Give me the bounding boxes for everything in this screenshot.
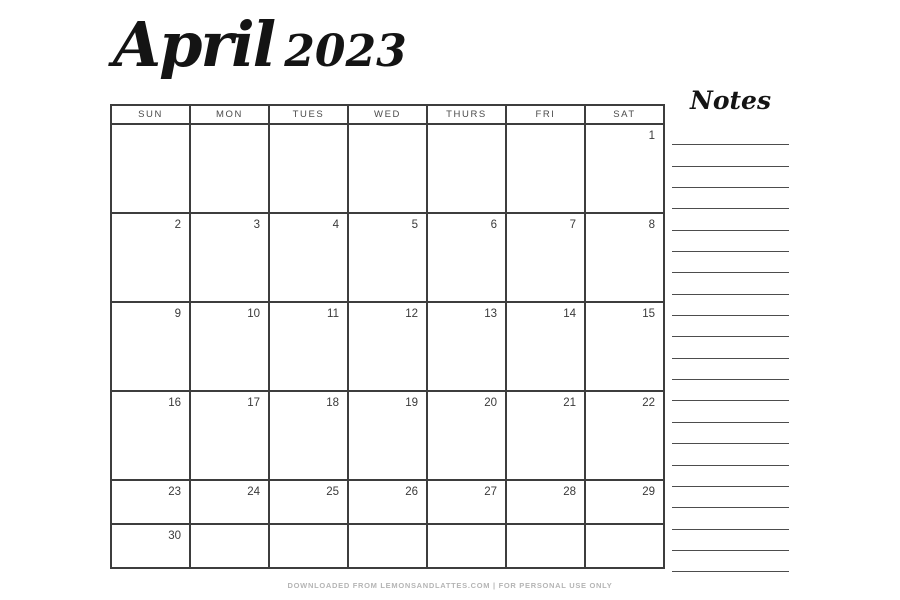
- calendar-week-row: [111, 213, 664, 302]
- page-title: [113, 8, 407, 81]
- calendar-day-cell-empty: [348, 124, 427, 213]
- calendar-day-cell-22: 22: [585, 391, 664, 480]
- calendar-day-cell-20: 20: [427, 391, 506, 480]
- day-header-tues: TUES: [269, 105, 348, 124]
- note-line: [672, 145, 789, 166]
- calendar-day-cell-6: 6: [427, 213, 506, 302]
- note-line: [672, 487, 789, 508]
- calendar-day-cell-3: 3: [190, 213, 269, 302]
- notes-lines: [672, 124, 789, 572]
- calendar-day-cell-9: 9: [111, 302, 190, 391]
- calendar-day-cell-empty: [269, 524, 348, 568]
- calendar-day-cell-empty: [427, 524, 506, 568]
- calendar-day-cell-25: 25: [269, 480, 348, 524]
- note-line: [672, 209, 789, 230]
- calendar-day-cell-26: 26: [348, 480, 427, 524]
- calendar-day-cell-10: 10: [190, 302, 269, 391]
- day-header-row: [111, 105, 664, 124]
- note-line: [672, 295, 789, 316]
- day-header-fri: FRI: [506, 105, 585, 124]
- calendar-day-cell-1: 1: [585, 124, 664, 213]
- calendar-day-cell-empty: [506, 524, 585, 568]
- note-line: [672, 423, 789, 444]
- calendar-grid: [110, 104, 665, 569]
- notes-section: [672, 86, 789, 572]
- calendar-week-row: [111, 524, 664, 568]
- calendar-day-cell-8: 8: [585, 213, 664, 302]
- calendar-day-cell-28: 28: [506, 480, 585, 524]
- calendar-day-cell-11: 11: [269, 302, 348, 391]
- calendar-day-cell-24: 24: [190, 480, 269, 524]
- calendar-day-cell-17: 17: [190, 391, 269, 480]
- calendar-day-cell-27: 27: [427, 480, 506, 524]
- calendar-day-cell-empty: [190, 124, 269, 213]
- calendar-day-cell-empty: [111, 124, 190, 213]
- note-line: [672, 188, 789, 209]
- calendar-day-cell-14: 14: [506, 302, 585, 391]
- note-line: [672, 444, 789, 465]
- day-header-sat: SAT: [585, 105, 664, 124]
- calendar-week-row: [111, 302, 664, 391]
- calendar-day-cell-7: 7: [506, 213, 585, 302]
- calendar-day-cell-29: 29: [585, 480, 664, 524]
- calendar-day-cell-empty: [190, 524, 269, 568]
- note-line: [672, 231, 789, 252]
- calendar-day-cell-empty: [348, 524, 427, 568]
- calendar-day-cell-13: 13: [427, 302, 506, 391]
- day-header-wed: WED: [348, 105, 427, 124]
- calendar-day-cell-empty: [427, 124, 506, 213]
- calendar-day-cell-23: 23: [111, 480, 190, 524]
- calendar-day-cell-12: 12: [348, 302, 427, 391]
- calendar-day-cell-21: 21: [506, 391, 585, 480]
- calendar-day-cell-30: 30: [111, 524, 190, 568]
- note-line: [672, 551, 789, 572]
- calendar-week-row: [111, 480, 664, 524]
- calendar-day-cell-4: 4: [269, 213, 348, 302]
- note-line: [672, 337, 789, 358]
- calendar-day-cell-19: 19: [348, 391, 427, 480]
- note-line: [672, 466, 789, 487]
- day-header-mon: MON: [190, 105, 269, 124]
- note-line: [672, 359, 789, 380]
- calendar-week-row: [111, 124, 664, 213]
- note-line: [672, 273, 789, 294]
- note-line: [672, 124, 789, 145]
- note-line: [672, 167, 789, 188]
- note-line: [672, 252, 789, 273]
- calendar-week-row: [111, 391, 664, 480]
- note-line: [672, 401, 789, 422]
- year-title: 2023: [284, 26, 407, 77]
- calendar-day-cell-empty: [506, 124, 585, 213]
- calendar-day-cell-15: 15: [585, 302, 664, 391]
- notes-title: Notes: [689, 86, 772, 115]
- calendar-day-cell-2: 2: [111, 213, 190, 302]
- calendar-day-cell-16: 16: [111, 391, 190, 480]
- note-line: [672, 316, 789, 337]
- calendar-day-cell-empty: [269, 124, 348, 213]
- calendar-day-cell-18: 18: [269, 391, 348, 480]
- calendar-day-cell-5: 5: [348, 213, 427, 302]
- day-header-sun: SUN: [111, 105, 190, 124]
- note-line: [672, 508, 789, 529]
- note-line: [672, 380, 789, 401]
- day-header-thurs: THURS: [427, 105, 506, 124]
- calendar-day-cell-empty: [585, 524, 664, 568]
- note-line: [672, 530, 789, 551]
- footer-credit: DOWNLOADED FROM LEMONSANDLATTES.COM | FOR PERSONAL USE ONLY: [287, 581, 613, 590]
- month-title: April: [113, 8, 275, 81]
